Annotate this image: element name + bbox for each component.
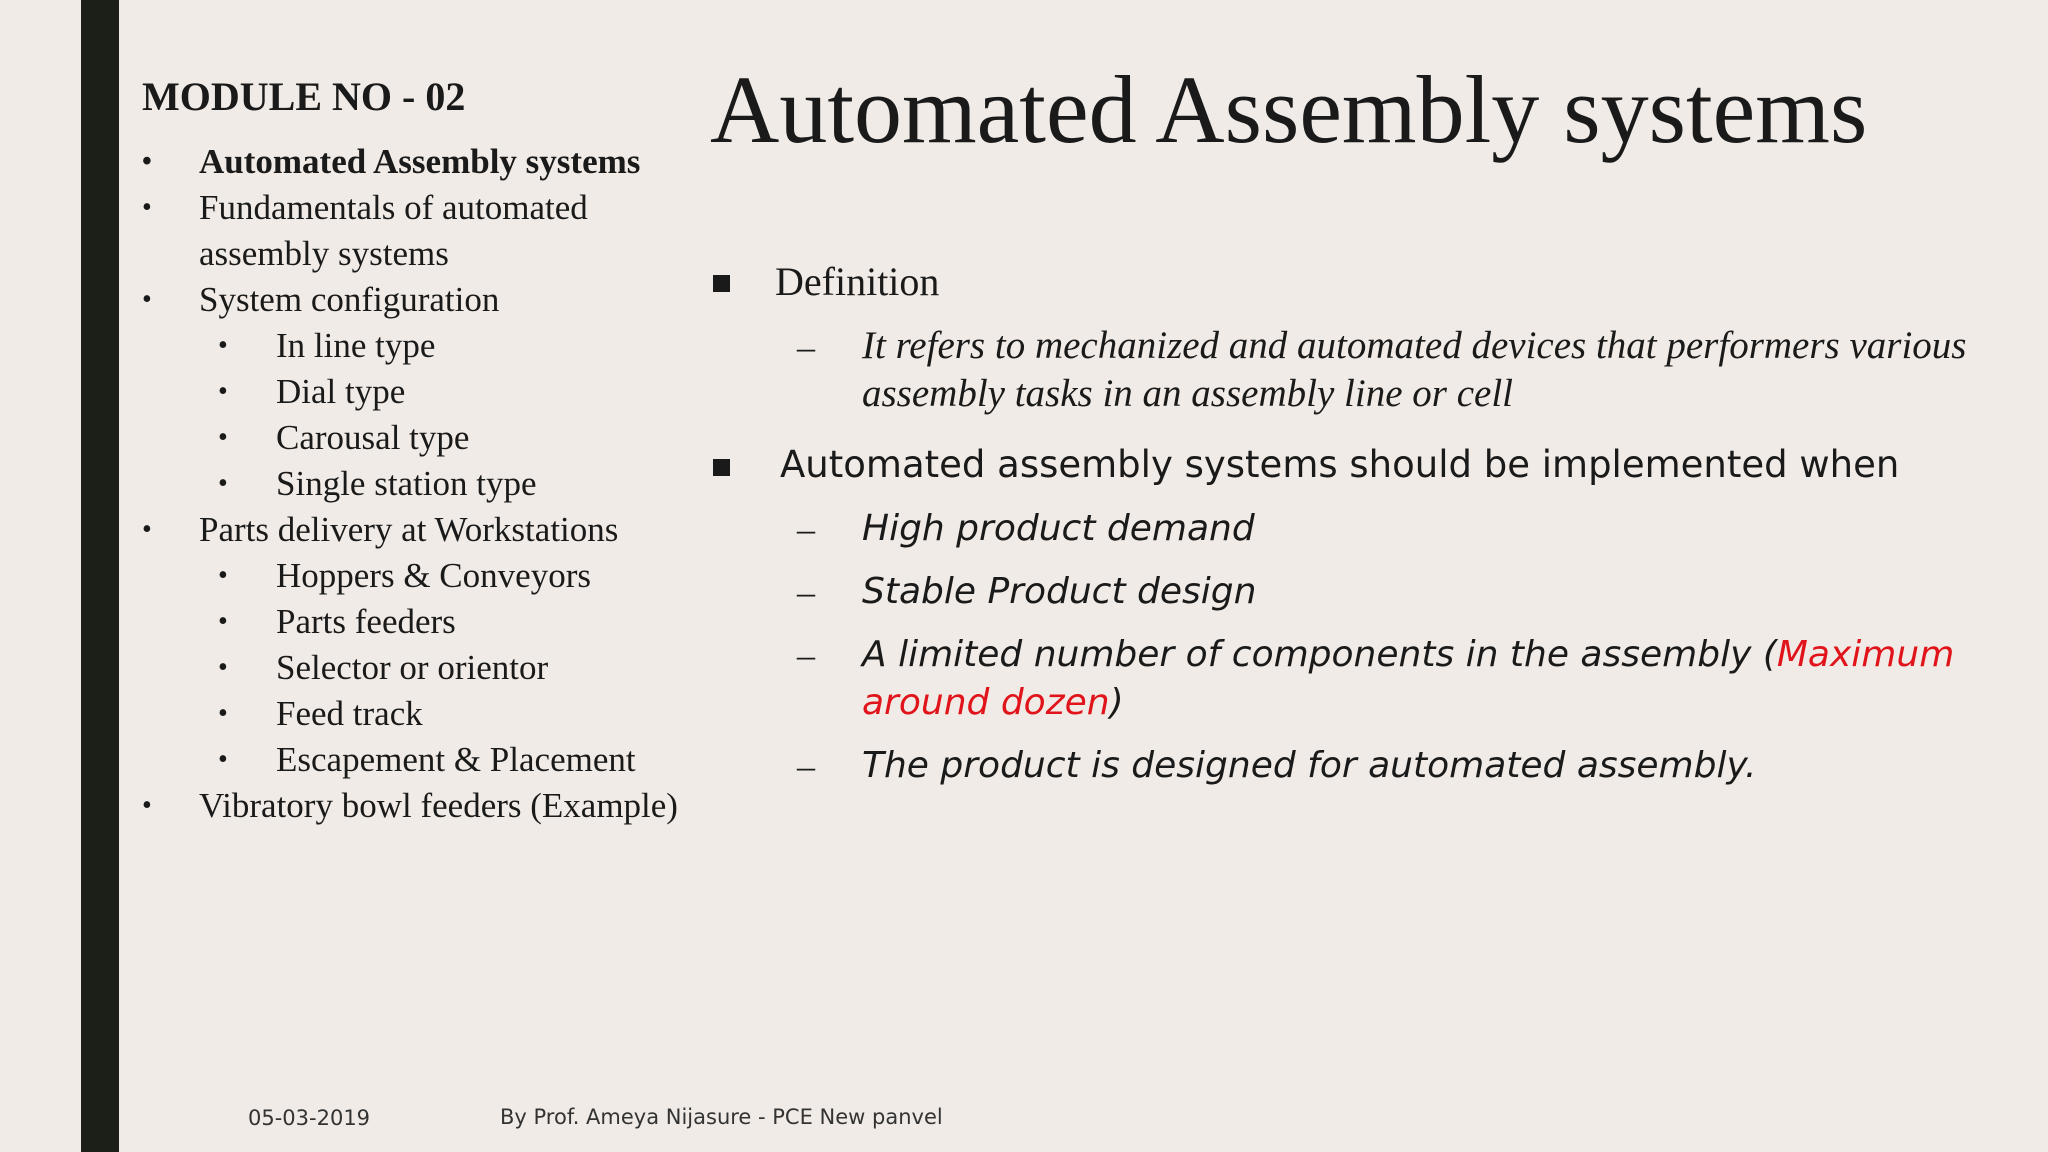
topic-label: Feed track — [276, 694, 423, 733]
topic-label: Fundamentals of automated assembly systems — [199, 188, 588, 273]
bullet-icon: • — [218, 698, 228, 729]
subtopic-item — [142, 553, 702, 599]
subtopic-item — [142, 323, 702, 369]
condition-item: High product demand — [862, 508, 1255, 549]
subtopic-item — [142, 599, 702, 645]
dash-icon: – — [797, 572, 815, 612]
dash-icon: – — [797, 327, 815, 367]
slide-title: Automated Assembly systems — [710, 56, 1868, 163]
bullet-icon: • — [218, 468, 228, 499]
definition-text: It refers to mechanized and automated devices that performers various assembly tasks in an assembly line or cell — [862, 324, 1967, 415]
footer-author: By Prof. Ameya Nijasure - PCE New panvel — [500, 1105, 943, 1129]
bullet-icon: • — [142, 284, 152, 315]
topic-label: Selector or orientor — [276, 648, 549, 687]
bullet-icon: • — [142, 790, 152, 821]
module-topic-list — [142, 139, 702, 829]
topic-label: Vibratory bowl feeders (Example) — [199, 786, 678, 825]
topic-label: Escapement & Placement — [276, 740, 636, 779]
bullet-icon: • — [218, 330, 228, 361]
topic-label: In line type — [276, 326, 436, 365]
condition-highlight: Maximum around dozen — [862, 634, 1955, 723]
square-bullet-icon — [713, 275, 730, 292]
topic-label: Hoppers & Conveyors — [276, 556, 591, 595]
topic-item — [142, 277, 702, 323]
condition-suffix: ) — [1109, 682, 1124, 723]
topic-item — [142, 185, 702, 277]
subtopic-item — [142, 645, 702, 691]
topic-item — [142, 139, 702, 185]
bullet-icon: • — [218, 652, 228, 683]
bullet-icon: • — [218, 606, 228, 637]
bullet-icon: • — [218, 560, 228, 591]
condition-item: The product is designed for automated assembly. — [862, 745, 1757, 786]
condition-item — [862, 631, 2022, 727]
bullet-icon: • — [218, 376, 228, 407]
bullet-icon: • — [142, 514, 152, 545]
condition-item: Stable Product design — [862, 571, 1257, 612]
definition-heading: Definition — [775, 259, 940, 304]
implementation-heading: Automated assembly systems should be implemented when — [780, 443, 1900, 486]
module-heading: MODULE NO - 02 — [142, 74, 466, 119]
subtopic-item — [142, 369, 702, 415]
subtopic-item — [142, 737, 702, 783]
side-accent-bar — [81, 0, 119, 1152]
topic-label: Single station type — [276, 464, 537, 503]
dash-icon: – — [797, 746, 815, 786]
square-bullet-icon — [713, 459, 730, 476]
topic-label: Carousal type — [276, 418, 470, 457]
topic-label: Parts delivery at Workstations — [199, 510, 619, 549]
subtopic-item — [142, 461, 702, 507]
bullet-icon: • — [142, 192, 152, 223]
topic-item — [142, 507, 702, 553]
topic-label: System configuration — [199, 280, 500, 319]
bullet-icon: • — [142, 146, 152, 177]
footer-date: 05-03-2019 — [248, 1106, 371, 1130]
bullet-icon: • — [218, 422, 228, 453]
topic-label: Automated Assembly systems — [199, 142, 641, 181]
condition-text: A limited number of components in the assembly ( — [862, 634, 1777, 675]
topic-label: Parts feeders — [276, 602, 456, 641]
topic-item — [142, 783, 702, 829]
dash-icon: – — [797, 509, 815, 549]
bullet-icon: • — [218, 744, 228, 775]
subtopic-item — [142, 691, 702, 737]
dash-icon: – — [797, 635, 815, 675]
topic-label: Dial type — [276, 372, 406, 411]
subtopic-item — [142, 415, 702, 461]
